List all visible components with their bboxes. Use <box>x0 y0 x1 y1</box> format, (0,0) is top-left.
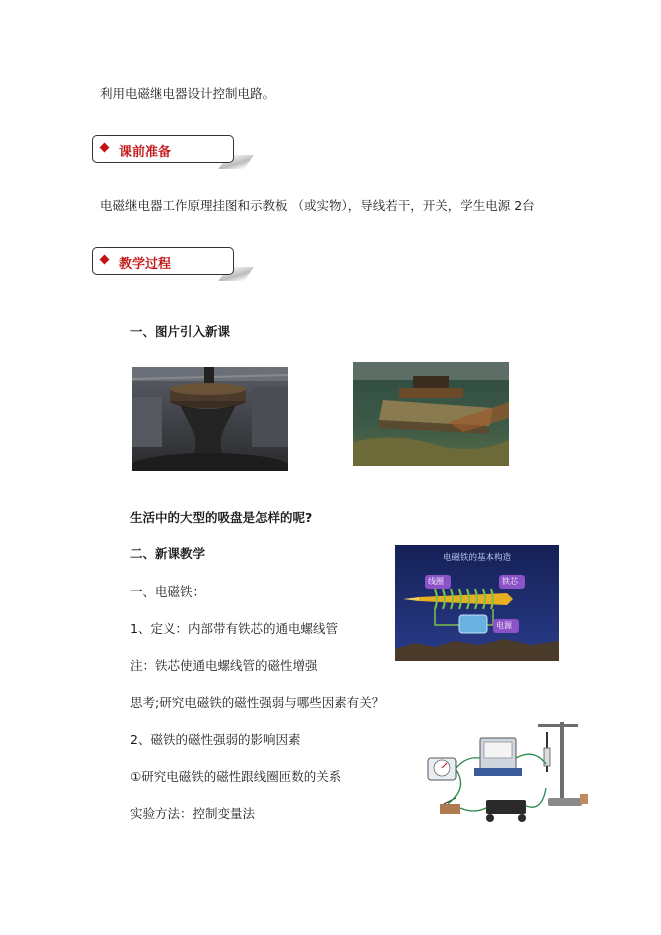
definition-text: 1、定义：内部带有铁芯的通电螺线管 <box>130 621 338 636</box>
thinking-text: 思考;研究电磁铁的磁性强弱与哪些因素有关？ <box>130 695 385 710</box>
part-one-heading: 一、图片引入新课 <box>130 324 231 339</box>
diamond-bullet-icon <box>100 143 110 153</box>
note-text: 注：铁芯使通电螺线管的磁性增强 <box>130 658 318 673</box>
diagram-label-coil: 线圈 <box>428 577 444 586</box>
electromagnet-structure-diagram <box>395 545 559 661</box>
section-label: 教学过程 <box>119 257 172 272</box>
diagram-label-power: 电源 <box>496 621 512 630</box>
study-turns-text: ①研究电磁铁的磁性跟线圈匝数的关系 <box>130 769 342 784</box>
section-label: 课前准备 <box>119 145 172 160</box>
section-shadow <box>218 267 254 281</box>
diagram-title: 电磁铁的基本构造 <box>442 553 511 563</box>
diagram-label-core: 铁芯 <box>502 577 518 586</box>
electromagnet-heading: 一、电磁铁： <box>130 584 206 599</box>
experiment-apparatus-illustration <box>418 718 594 834</box>
method-text: 实验方法：控制变量法 <box>130 806 256 821</box>
part-two-heading: 二、新课教学 <box>130 546 206 561</box>
diamond-bullet-icon <box>100 255 110 265</box>
factors-text: 2、磁铁的磁性强弱的影响因素 <box>130 732 301 747</box>
electromagnet-crane-photo <box>132 367 288 471</box>
preparation-text: 电磁继电器工作原理挂图和示教板 （或实物），导线若干，开关，学生电源 2台 <box>100 198 535 213</box>
section-header-process <box>92 247 234 275</box>
section-header-preparation <box>92 135 234 163</box>
question-text: 生活中的大型的吸盘是怎样的呢? <box>130 510 313 525</box>
intro-text: 利用电磁继电器设计控制电路。 <box>100 86 276 101</box>
section-shadow <box>218 155 254 169</box>
steel-plate-lifting-photo <box>353 362 509 466</box>
